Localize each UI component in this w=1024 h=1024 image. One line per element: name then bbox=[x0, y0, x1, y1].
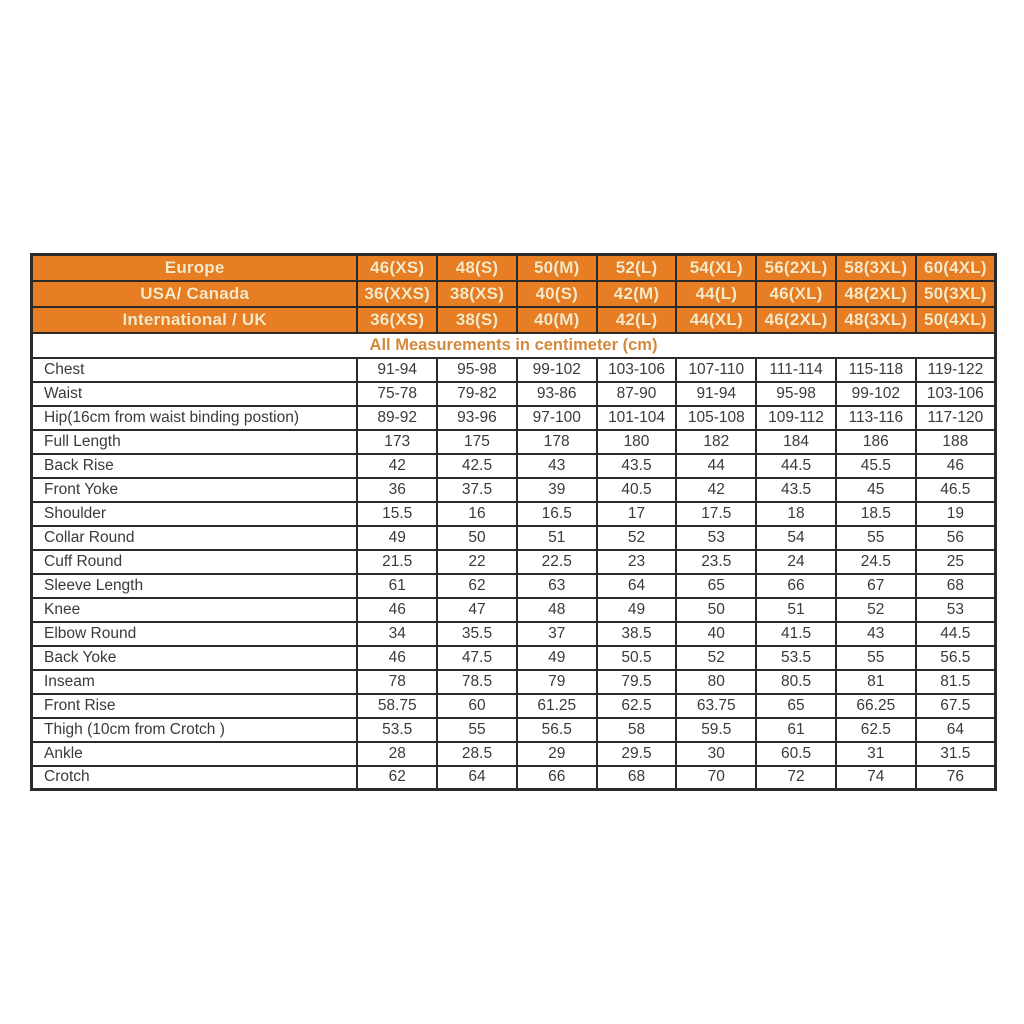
size-region-label: USA/ Canada bbox=[32, 281, 358, 307]
measurement-value-cell: 95-98 bbox=[756, 382, 836, 406]
measurement-value-cell: 53.5 bbox=[756, 646, 836, 670]
measurement-value-cell: 53 bbox=[676, 526, 756, 550]
table-row bbox=[32, 478, 996, 502]
measurement-value-cell: 186 bbox=[836, 430, 916, 454]
measurement-value-cell: 79-82 bbox=[437, 382, 517, 406]
measurement-value-cell: 49 bbox=[597, 598, 677, 622]
measurement-value-cell: 38.5 bbox=[597, 622, 677, 646]
measurement-value-cell: 49 bbox=[357, 526, 437, 550]
measurement-value-cell: 35.5 bbox=[437, 622, 517, 646]
measurement-value-cell: 42 bbox=[357, 454, 437, 478]
measurement-value-cell: 50 bbox=[676, 598, 756, 622]
measurement-label: Back Yoke bbox=[32, 646, 358, 670]
measurement-value-cell: 40.5 bbox=[597, 478, 677, 502]
measurement-value-cell: 93-86 bbox=[517, 382, 597, 406]
measurement-value-cell: 97-100 bbox=[517, 406, 597, 430]
measurement-value-cell: 22 bbox=[437, 550, 517, 574]
measurement-value-cell: 50 bbox=[437, 526, 517, 550]
measurement-value-cell: 56.5 bbox=[916, 646, 996, 670]
measurement-value-cell: 63 bbox=[517, 574, 597, 598]
measurement-value-cell: 68 bbox=[916, 574, 996, 598]
measurement-value-cell: 119-122 bbox=[916, 358, 996, 382]
measurement-value-cell: 61 bbox=[357, 574, 437, 598]
measurement-value-cell: 42.5 bbox=[437, 454, 517, 478]
measurement-value-cell: 39 bbox=[517, 478, 597, 502]
size-header-cell: 50(4XL) bbox=[916, 307, 996, 333]
size-header-cell: 42(L) bbox=[597, 307, 677, 333]
table-row bbox=[32, 718, 996, 742]
measurement-value-cell: 28 bbox=[357, 742, 437, 766]
measurement-value-cell: 55 bbox=[836, 646, 916, 670]
size-header-cell: 54(XL) bbox=[676, 255, 756, 281]
size-header-row bbox=[32, 281, 996, 307]
measurement-value-cell: 17 bbox=[597, 502, 677, 526]
table-row bbox=[32, 406, 996, 430]
measurement-value-cell: 72 bbox=[756, 766, 836, 790]
measurement-value-cell: 79 bbox=[517, 670, 597, 694]
measurement-value-cell: 22.5 bbox=[517, 550, 597, 574]
measurement-value-cell: 47 bbox=[437, 598, 517, 622]
units-note-row bbox=[32, 333, 996, 358]
measurement-value-cell: 49 bbox=[517, 646, 597, 670]
size-header-cell: 46(XS) bbox=[357, 255, 437, 281]
measurement-value-cell: 31 bbox=[836, 742, 916, 766]
measurement-value-cell: 76 bbox=[916, 766, 996, 790]
measurement-value-cell: 64 bbox=[437, 766, 517, 790]
size-header-cell: 52(L) bbox=[597, 255, 677, 281]
measurement-value-cell: 56.5 bbox=[517, 718, 597, 742]
size-header-cell: 36(XXS) bbox=[357, 281, 437, 307]
size-header-cell: 40(S) bbox=[517, 281, 597, 307]
measurement-value-cell: 34 bbox=[357, 622, 437, 646]
measurement-value-cell: 188 bbox=[916, 430, 996, 454]
measurement-value-cell: 44 bbox=[676, 454, 756, 478]
table-row bbox=[32, 598, 996, 622]
measurement-value-cell: 19 bbox=[916, 502, 996, 526]
measurement-value-cell: 46 bbox=[916, 454, 996, 478]
measurement-value-cell: 67.5 bbox=[916, 694, 996, 718]
measurement-value-cell: 43 bbox=[517, 454, 597, 478]
measurement-value-cell: 68 bbox=[597, 766, 677, 790]
size-header-cell: 46(2XL) bbox=[756, 307, 836, 333]
measurement-value-cell: 55 bbox=[437, 718, 517, 742]
size-chart-table bbox=[30, 253, 997, 791]
measurement-value-cell: 91-94 bbox=[357, 358, 437, 382]
size-header-cell: 58(3XL) bbox=[836, 255, 916, 281]
table-row bbox=[32, 550, 996, 574]
size-header-cell: 50(M) bbox=[517, 255, 597, 281]
size-header-cell: 56(2XL) bbox=[756, 255, 836, 281]
measurement-value-cell: 180 bbox=[597, 430, 677, 454]
measurement-value-cell: 24 bbox=[756, 550, 836, 574]
size-header-cell: 40(M) bbox=[517, 307, 597, 333]
measurement-value-cell: 103-106 bbox=[597, 358, 677, 382]
measurement-value-cell: 61 bbox=[756, 718, 836, 742]
measurement-value-cell: 46.5 bbox=[916, 478, 996, 502]
measurement-value-cell: 87-90 bbox=[597, 382, 677, 406]
measurement-value-cell: 18 bbox=[756, 502, 836, 526]
measurement-label: Front Rise bbox=[32, 694, 358, 718]
measurement-value-cell: 62 bbox=[357, 766, 437, 790]
measurement-value-cell: 115-118 bbox=[836, 358, 916, 382]
measurement-value-cell: 51 bbox=[517, 526, 597, 550]
table-row bbox=[32, 502, 996, 526]
measurement-value-cell: 182 bbox=[676, 430, 756, 454]
measurement-value-cell: 60 bbox=[437, 694, 517, 718]
measurement-value-cell: 101-104 bbox=[597, 406, 677, 430]
measurement-value-cell: 99-102 bbox=[517, 358, 597, 382]
table-row bbox=[32, 646, 996, 670]
measurement-value-cell: 50.5 bbox=[597, 646, 677, 670]
measurement-value-cell: 107-110 bbox=[676, 358, 756, 382]
measurement-value-cell: 81 bbox=[836, 670, 916, 694]
measurement-value-cell: 89-92 bbox=[357, 406, 437, 430]
size-header-cell: 36(XS) bbox=[357, 307, 437, 333]
table-row bbox=[32, 670, 996, 694]
table-row bbox=[32, 694, 996, 718]
measurement-value-cell: 42 bbox=[676, 478, 756, 502]
measurement-value-cell: 65 bbox=[756, 694, 836, 718]
measurement-label: Back Rise bbox=[32, 454, 358, 478]
measurement-value-cell: 62.5 bbox=[836, 718, 916, 742]
measurement-value-cell: 184 bbox=[756, 430, 836, 454]
measurement-value-cell: 113-116 bbox=[836, 406, 916, 430]
measurement-value-cell: 21.5 bbox=[357, 550, 437, 574]
measurement-value-cell: 52 bbox=[836, 598, 916, 622]
measurement-label: Ankle bbox=[32, 742, 358, 766]
measurement-value-cell: 55 bbox=[836, 526, 916, 550]
measurement-label: Waist bbox=[32, 382, 358, 406]
size-header-cell: 38(XS) bbox=[437, 281, 517, 307]
measurement-value-cell: 63.75 bbox=[676, 694, 756, 718]
measurement-label: Chest bbox=[32, 358, 358, 382]
measurement-value-cell: 45 bbox=[836, 478, 916, 502]
measurement-value-cell: 16 bbox=[437, 502, 517, 526]
table-row bbox=[32, 742, 996, 766]
measurement-value-cell: 78 bbox=[357, 670, 437, 694]
measurement-value-cell: 37.5 bbox=[437, 478, 517, 502]
measurement-value-cell: 60.5 bbox=[756, 742, 836, 766]
table-row bbox=[32, 766, 996, 790]
measurement-value-cell: 29 bbox=[517, 742, 597, 766]
size-header-cell: 60(4XL) bbox=[916, 255, 996, 281]
measurement-value-cell: 44.5 bbox=[916, 622, 996, 646]
measurement-value-cell: 58.75 bbox=[357, 694, 437, 718]
size-header-cell: 42(M) bbox=[597, 281, 677, 307]
measurement-label: Full Length bbox=[32, 430, 358, 454]
measurement-value-cell: 30 bbox=[676, 742, 756, 766]
measurement-label: Hip(16cm from waist binding postion) bbox=[32, 406, 358, 430]
measurement-value-cell: 28.5 bbox=[437, 742, 517, 766]
measurement-value-cell: 23 bbox=[597, 550, 677, 574]
measurement-value-cell: 45.5 bbox=[836, 454, 916, 478]
size-header-cell: 48(3XL) bbox=[836, 307, 916, 333]
measurement-value-cell: 65 bbox=[676, 574, 756, 598]
table-row bbox=[32, 382, 996, 406]
table-row bbox=[32, 622, 996, 646]
size-header-cell: 50(3XL) bbox=[916, 281, 996, 307]
size-region-label: International / UK bbox=[32, 307, 358, 333]
measurement-value-cell: 109-112 bbox=[756, 406, 836, 430]
measurement-value-cell: 99-102 bbox=[836, 382, 916, 406]
measurement-value-cell: 31.5 bbox=[916, 742, 996, 766]
measurement-label: Crotch bbox=[32, 766, 358, 790]
measurement-value-cell: 117-120 bbox=[916, 406, 996, 430]
measurement-value-cell: 80 bbox=[676, 670, 756, 694]
measurement-value-cell: 81.5 bbox=[916, 670, 996, 694]
measurement-value-cell: 25 bbox=[916, 550, 996, 574]
table-row bbox=[32, 358, 996, 382]
measurement-value-cell: 95-98 bbox=[437, 358, 517, 382]
measurement-value-cell: 18.5 bbox=[836, 502, 916, 526]
measurement-value-cell: 66 bbox=[517, 766, 597, 790]
size-header-cell: 44(XL) bbox=[676, 307, 756, 333]
table-row bbox=[32, 574, 996, 598]
size-header-row bbox=[32, 255, 996, 281]
measurement-value-cell: 75-78 bbox=[357, 382, 437, 406]
measurement-value-cell: 61.25 bbox=[517, 694, 597, 718]
measurement-value-cell: 53.5 bbox=[357, 718, 437, 742]
measurement-value-cell: 91-94 bbox=[676, 382, 756, 406]
measurement-value-cell: 62.5 bbox=[597, 694, 677, 718]
measurement-value-cell: 59.5 bbox=[676, 718, 756, 742]
size-region-label: Europe bbox=[32, 255, 358, 281]
measurement-value-cell: 40 bbox=[676, 622, 756, 646]
measurement-value-cell: 111-114 bbox=[756, 358, 836, 382]
measurement-value-cell: 78.5 bbox=[437, 670, 517, 694]
measurement-value-cell: 24.5 bbox=[836, 550, 916, 574]
measurement-value-cell: 23.5 bbox=[676, 550, 756, 574]
measurement-value-cell: 56 bbox=[916, 526, 996, 550]
measurement-value-cell: 43.5 bbox=[756, 478, 836, 502]
measurement-value-cell: 105-108 bbox=[676, 406, 756, 430]
measurement-value-cell: 54 bbox=[756, 526, 836, 550]
measurement-label: Thigh (10cm from Crotch ) bbox=[32, 718, 358, 742]
measurement-value-cell: 178 bbox=[517, 430, 597, 454]
measurement-value-cell: 53 bbox=[916, 598, 996, 622]
table-row bbox=[32, 454, 996, 478]
measurement-label: Cuff Round bbox=[32, 550, 358, 574]
measurement-value-cell: 37 bbox=[517, 622, 597, 646]
measurement-value-cell: 173 bbox=[357, 430, 437, 454]
measurement-value-cell: 58 bbox=[597, 718, 677, 742]
table-row bbox=[32, 526, 996, 550]
measurement-value-cell: 47.5 bbox=[437, 646, 517, 670]
measurement-value-cell: 41.5 bbox=[756, 622, 836, 646]
measurement-value-cell: 52 bbox=[597, 526, 677, 550]
measurement-value-cell: 103-106 bbox=[916, 382, 996, 406]
table-row bbox=[32, 430, 996, 454]
measurement-value-cell: 93-96 bbox=[437, 406, 517, 430]
measurement-value-cell: 52 bbox=[676, 646, 756, 670]
size-header-cell: 48(2XL) bbox=[836, 281, 916, 307]
measurement-value-cell: 66.25 bbox=[836, 694, 916, 718]
measurement-value-cell: 64 bbox=[916, 718, 996, 742]
measurement-label: Inseam bbox=[32, 670, 358, 694]
measurement-value-cell: 36 bbox=[357, 478, 437, 502]
size-header-cell: 48(S) bbox=[437, 255, 517, 281]
measurement-value-cell: 51 bbox=[756, 598, 836, 622]
measurement-value-cell: 44.5 bbox=[756, 454, 836, 478]
measurement-label: Knee bbox=[32, 598, 358, 622]
measurement-value-cell: 48 bbox=[517, 598, 597, 622]
measurement-label: Elbow Round bbox=[32, 622, 358, 646]
measurement-value-cell: 67 bbox=[836, 574, 916, 598]
measurement-value-cell: 29.5 bbox=[597, 742, 677, 766]
measurement-value-cell: 15.5 bbox=[357, 502, 437, 526]
measurement-label: Sleeve Length bbox=[32, 574, 358, 598]
measurement-value-cell: 16.5 bbox=[517, 502, 597, 526]
measurement-value-cell: 70 bbox=[676, 766, 756, 790]
measurement-value-cell: 43.5 bbox=[597, 454, 677, 478]
measurement-label: Shoulder bbox=[32, 502, 358, 526]
measurement-value-cell: 46 bbox=[357, 598, 437, 622]
measurement-label: Collar Round bbox=[32, 526, 358, 550]
size-header-cell: 44(L) bbox=[676, 281, 756, 307]
measurement-value-cell: 62 bbox=[437, 574, 517, 598]
measurement-value-cell: 74 bbox=[836, 766, 916, 790]
size-header-cell: 46(XL) bbox=[756, 281, 836, 307]
measurement-label: Front Yoke bbox=[32, 478, 358, 502]
measurement-value-cell: 79.5 bbox=[597, 670, 677, 694]
measurement-value-cell: 175 bbox=[437, 430, 517, 454]
size-header-cell: 38(S) bbox=[437, 307, 517, 333]
size-header-row bbox=[32, 307, 996, 333]
measurement-value-cell: 80.5 bbox=[756, 670, 836, 694]
measurement-value-cell: 64 bbox=[597, 574, 677, 598]
measurement-value-cell: 17.5 bbox=[676, 502, 756, 526]
measurement-value-cell: 66 bbox=[756, 574, 836, 598]
measurement-value-cell: 46 bbox=[357, 646, 437, 670]
measurement-value-cell: 43 bbox=[836, 622, 916, 646]
units-note: All Measurements in centimeter (cm) bbox=[32, 333, 996, 358]
